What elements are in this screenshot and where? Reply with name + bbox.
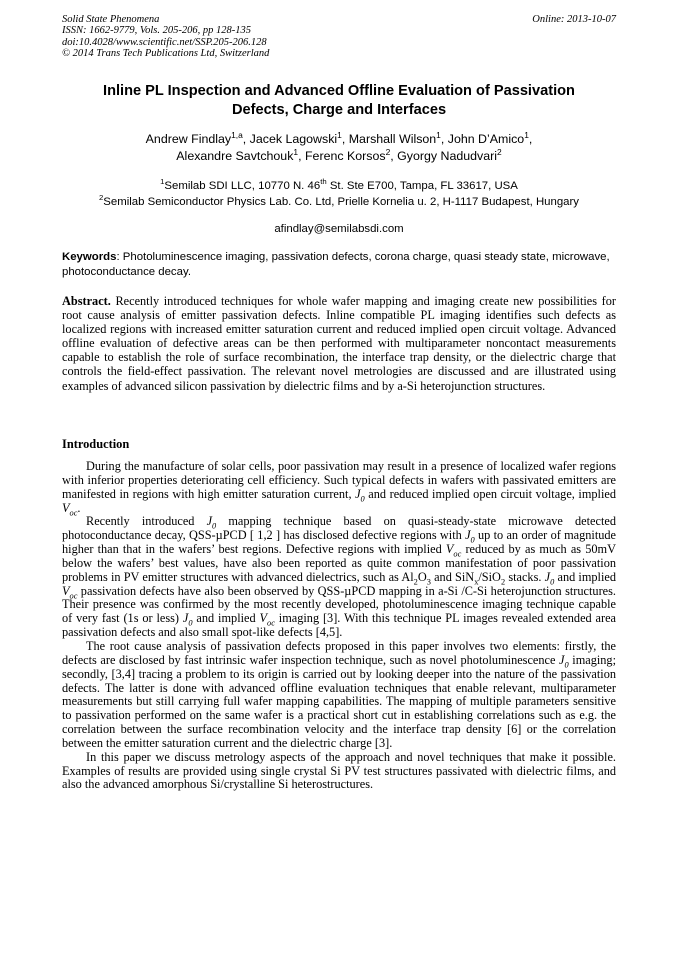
affil-text: St. Ste E700, Tampa, FL 33617, USA [326,180,518,192]
subscript: 0 [360,494,365,504]
copyright-line: © 2014 Trans Tech Publications Ltd, Switzerland [62,48,270,60]
text: reduced by as much as 50mV below the wafers’ best values, have also been reported as quite common manifestation of poor passivation problems in PV emitter structures with advanced dielectrics, such as Al [62,542,616,584]
author-name: , John D’Amico [440,132,525,146]
subscript: 0 [188,618,193,628]
symbol-j: J [206,514,213,529]
text: During the manufacture of solar cells, poor passivation may result in a presence of localized wafer regions with inferior properties deteriorating cell efficiency. Such typical defects in wafers with passivated emitters are manifested in regions with high emitter saturation current, [62,459,616,501]
affil-mark: 2 [98,193,104,203]
text: In this paper we discuss metrology aspects of the approach and novel techniques that make it possible. Examples of results are provided using single crystal Si PV test structures passivated with dielectric films, and also the advanced amorphous Si/crystalline Si heterostructures. [62,749,616,792]
symbol-j: J [182,611,189,626]
symbol-j: J [465,528,471,543]
ordinal-suffix: th [320,177,327,187]
affiliation-2 [62,194,616,210]
abstract-label: Abstract. [62,294,111,308]
abstract [62,294,616,393]
author-affil-mark: 1,a [231,129,243,140]
author-affil-mark: 2 [385,146,391,157]
keywords-text: : Photoluminescence imaging, passivation defects, corona charge, quasi steady state, microwave, photoconductance decay. [62,251,610,278]
symbol-j: J [355,486,361,501]
section-heading-introduction: Introduction [62,437,130,451]
subscript: oc [267,618,275,628]
text: imaging; secondly, [3,4] tracing a problem to its origin is carried out by looking deeper into the nature of the passivation defects. The latter is done with advanced offline evaluation techniques that enable relevant, multiparameter measurements but still carrying full wafer mapping capabilities. The mapping of multiple parameters sensitive to passivation performed on the same wafer is a practical short cut in establishing correlations such as e.g. the correlation between the surface recombination velocity and the interface trap density [6] or the correlation between the emitter saturation current and the dielectric charge [3]. [62,652,616,750]
subscript: 2 [413,577,418,587]
symbol-v: V [445,542,454,557]
text: and implied [554,569,616,584]
author-name: Alexandre Savtchouk [176,148,294,163]
online-date: Online: 2013-10-07 [532,14,616,25]
text: and reduced implied open circuit voltage, implied [364,486,616,501]
journal-header [62,14,616,60]
subscript: 0 [212,521,217,531]
title-line-1: Inline PL Inspection and Advanced Offline Evaluation of Passivation [103,83,575,99]
text: up to an order of magnitude higher than that in the wafers’ best regions. Defective regions with implied [62,528,617,557]
affil-text: Semilab SDI LLC, 10770 N. 46 [164,180,321,192]
text: /SiO [478,569,501,584]
affil-text: Semilab Semiconductor Physics Lab. Co. Ltd, Prielle Kornelia u. 2, H-1117 Budapest, Hungary [103,196,579,208]
symbol-v: V [259,611,268,626]
author-name: , Gyorgy Nadudvari [390,148,497,163]
text: stacks. [505,569,545,584]
author-name: , Marshall Wilson [341,132,437,146]
author-line-2 [62,148,616,165]
subscript: 0 [470,535,475,545]
paragraph-3 [62,640,616,751]
paragraph-1 [62,460,616,515]
author-name: Andrew Findlay [145,132,232,146]
keywords [62,250,616,279]
subscript: 0 [564,660,569,670]
text: The root cause analysis of passivation defects proposed in this paper involves two elements: firstly, the defects are disclosed by fast intrinsic wafer inspection technique, such as novel photoluminescence [62,638,616,667]
author-separator: , [528,132,533,146]
subscript: 0 [550,577,555,587]
introduction-body [62,460,616,792]
author-affil-mark: 1 [337,129,342,140]
author-affil-mark: 1 [293,146,299,157]
author-affil-mark: 1 [436,129,441,140]
subscript: x [474,577,479,587]
author-email[interactable]: afindlay@semilabsdi.com [274,223,404,235]
author-name: , Jacek Lagowski [242,132,338,146]
paragraph-4 [62,751,616,793]
paragraph-2 [62,515,616,640]
author-name: , Ferenc Korsos [298,148,386,163]
affiliations [62,178,616,210]
subscript: 2 [500,577,506,587]
doi-line: doi:10.4028/www.scientific.net/SSP.205-206.128 [62,36,267,48]
subscript: oc [453,549,462,559]
abstract-text: Recently introduced techniques for whole wafer mapping and imaging create new possibilities for root cause analysis of emitter passivation defects. Inline compatible PL imaging identifies such defects as localized regions with increased emitter saturation current and reduced implied open circuit voltage. Advanced offline evaluation of defective areas can be then performed with multiparameter noncontact measurements capable to establish the role of surface recombination, the interface trap density, or the dielectric charge that controls the field-effect passivation. The relevant novel metrologies are discussed and are illustrated using examples of advanced silicon passivation by dielectric films and by a-Si heterojunction structures. [62,294,616,393]
journal-name: Solid State Phenomena [62,14,160,25]
affil-mark: 1 [160,177,165,187]
text: O [417,569,427,584]
author-line-1 [62,131,616,148]
title-line-2: Defects, Charge and Interfaces [231,102,447,118]
symbol-v: V [62,500,70,515]
author-affil-mark: 1 [524,129,529,140]
symbol-v: V [62,583,70,598]
subscript: oc [69,507,78,517]
issn-line: ISSN: 1662-9779, Vols. 205-206, pp 128-135 [62,25,251,37]
paper-title [62,82,616,120]
text: and SiN [430,569,475,584]
text: passivation defects have also been observed by QSS-µPCD mapping in a-Si /C-Si heterojunction structures. Their presence was confirmed by the most recently developed, photoluminescence imaging technique capable of very fast (1s or less) [62,583,616,626]
subscript: 3 [426,577,431,587]
text: mapping technique based on quasi-steady-state microwave detected photoconductance decay, QSS-µPCD [ 1,2 ] has disclosed defective regions with [62,514,616,543]
author-affil-mark: 2 [497,146,502,157]
text: and implied [192,611,260,626]
text: Recently introduced [86,514,207,529]
text: imaging [3]. With this technique PL images revealed extended area passivation defects and also small spot-like defects [4,5]. [62,611,617,640]
affiliation-1 [62,178,616,194]
keywords-label: Keywords [62,251,117,263]
symbol-j: J [559,652,565,667]
symbol-j: J [544,569,551,584]
author-list [62,131,616,164]
subscript: oc [69,591,78,601]
text: . [77,500,81,515]
